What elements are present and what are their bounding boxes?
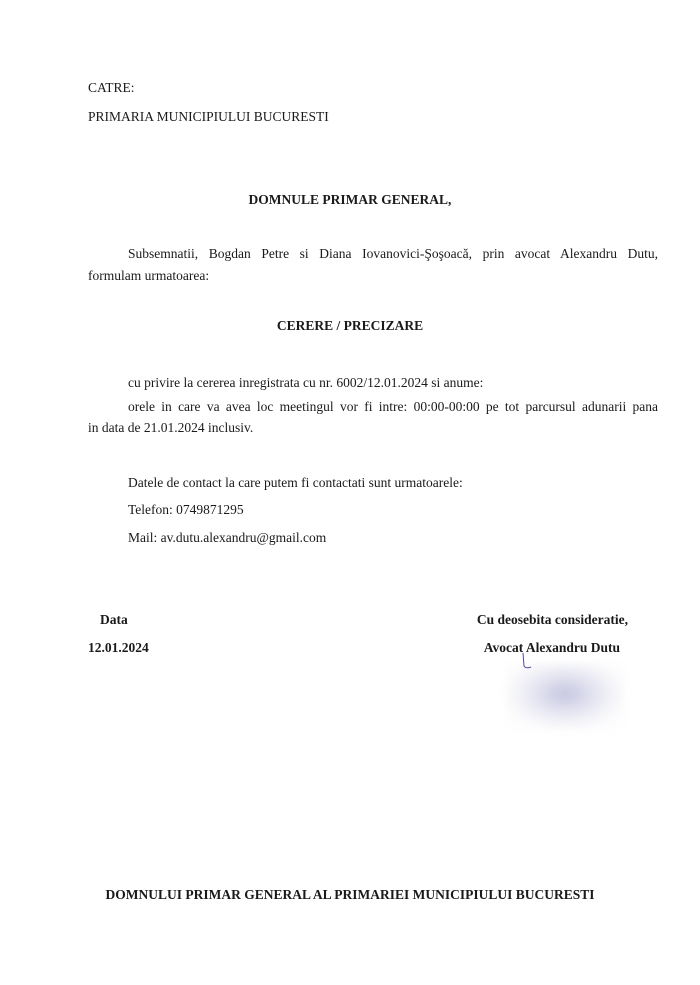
intro-line-2: formulam urmatoarea: xyxy=(88,268,210,283)
addressee-label: CATRE: xyxy=(88,80,135,95)
date-label: Data xyxy=(100,612,128,627)
contact-phone: Telefon: 0749871295 xyxy=(128,502,244,517)
document-title: CERERE / PRECIZARE xyxy=(276,318,424,333)
request-detail-line-1: orele in care va avea loc meetingul vor fi intre: 00:00-00:00 pe tot parcursul adunarii pana xyxy=(128,399,658,414)
signature-pen-mark xyxy=(520,652,534,670)
salutation: DOMNULE PRIMAR GENERAL, xyxy=(248,192,452,207)
footer-addressee: DOMNULUI PRIMAR GENERAL AL PRIMARIEI MUNICIPIULUI BUCURESTI xyxy=(105,887,595,902)
contact-intro: Datele de contact la care putem fi contactati sunt urmatoarele: xyxy=(128,475,463,490)
addressee-institution: PRIMARIA MUNICIPIULUI BUCURESTI xyxy=(88,109,329,124)
contact-mail: Mail: av.dutu.alexandru@gmail.com xyxy=(128,530,327,545)
date-value: 12.01.2024 xyxy=(88,640,149,655)
request-reference: cu privire la cererea inregistrata cu nr. 6002/12.01.2024 si anume: xyxy=(128,375,484,390)
request-detail-line-2: in data de 21.01.2024 inclusiv. xyxy=(88,420,254,435)
intro-line-1: Subsemnatii, Bogdan Petre si Diana Iovanovici-Şoşoacă, prin avocat Alexandru Dutu, xyxy=(128,246,658,261)
signer-name: Avocat Alexandru Dutu xyxy=(483,640,620,655)
signature-stamp xyxy=(505,664,625,730)
closing-formula: Cu deosebita consideratie, xyxy=(476,612,628,627)
